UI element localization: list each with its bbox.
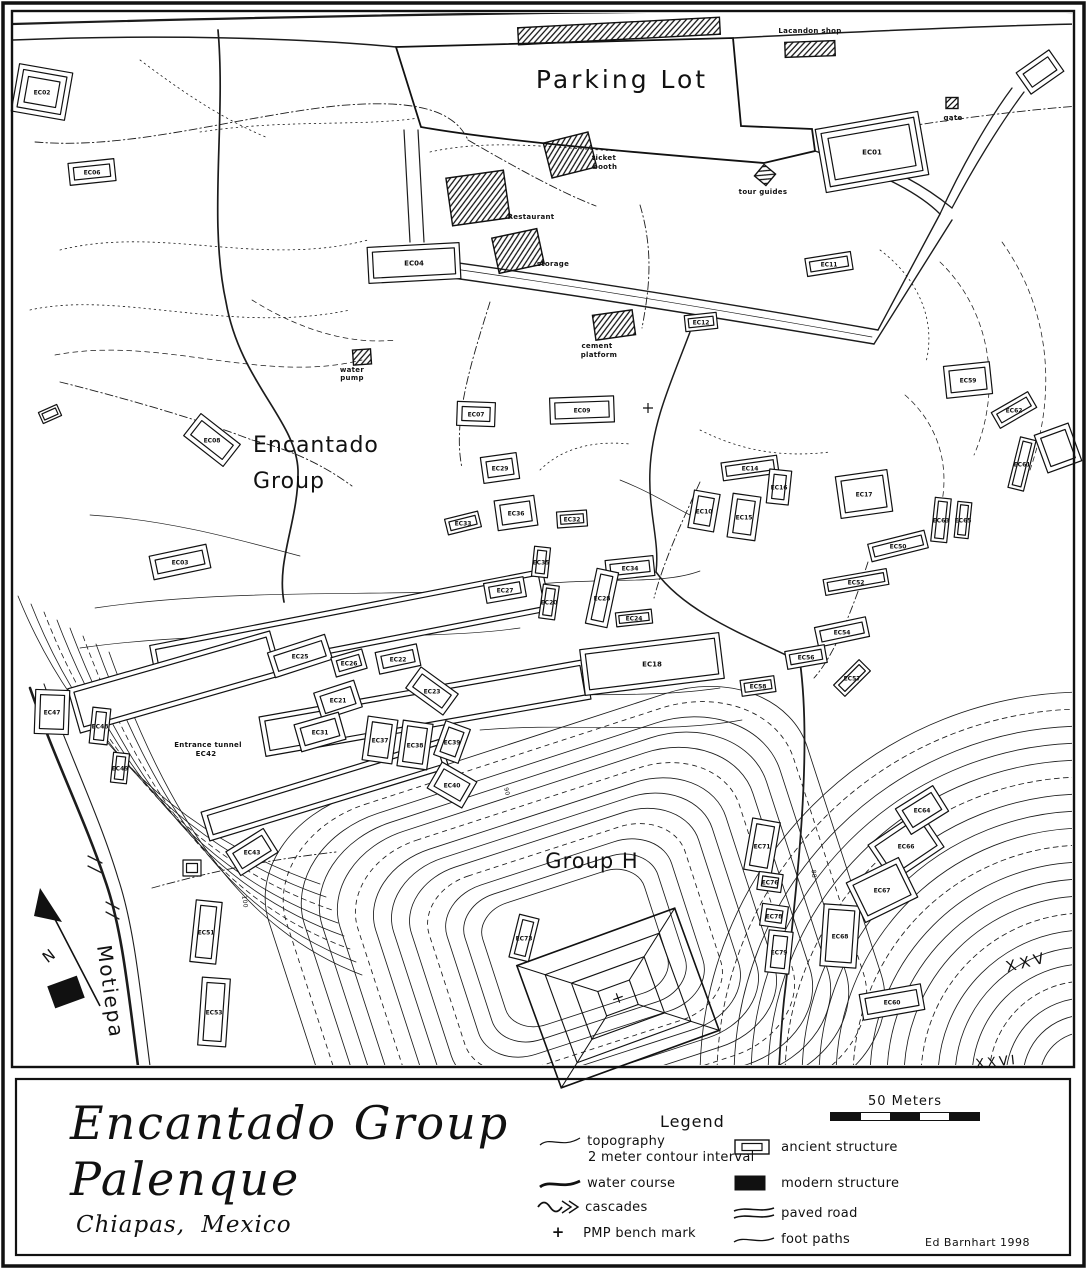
structure-ec68 [820, 904, 860, 968]
structure-ec65 [953, 501, 974, 539]
legend-paved-road-label: paved road [781, 1206, 858, 1221]
modern-structure-solid [48, 977, 84, 1008]
cascades-icon [536, 1197, 580, 1217]
structure-ec29 [480, 453, 519, 484]
structure-label-ec71: EC71 [753, 843, 771, 851]
elevation-label-88: 88 [809, 869, 818, 879]
structure-ec02 [11, 64, 73, 121]
structure-ec10 [688, 490, 720, 532]
facility-label-platform: platform [580, 351, 618, 359]
structure-label-ec03: EC03 [171, 559, 189, 567]
facility-label-pump: pump [340, 374, 364, 382]
facility-label-gate: gate [943, 114, 963, 122]
structure-label-ec61: EC61 [1013, 461, 1031, 469]
structure-label-ec10: EC10 [695, 508, 713, 516]
structure-label-ec48: EC48 [91, 723, 109, 731]
facility-label-ec42: EC42 [195, 750, 217, 758]
map-label-xxv: XXV [1003, 948, 1050, 977]
map-title-line2: Palenque [70, 1152, 301, 1206]
modern-structure-hatched [785, 41, 835, 58]
structure-label-ec53: EC53 [205, 1009, 223, 1017]
legend-item-bench-mark [538, 1222, 696, 1241]
structure-label-ec76: EC76 [761, 879, 779, 887]
structure-ec62 [991, 392, 1036, 429]
legend-foot-paths-label: foot paths [781, 1232, 851, 1247]
frames-layer [3, 3, 1084, 1266]
structure-label-ec40: EC40 [443, 782, 461, 790]
facility-label-tour-guides: tour guides [738, 188, 788, 196]
structure-platform [183, 860, 201, 876]
legend-heading: Legend [660, 1112, 725, 1131]
structure-ec35 [531, 546, 552, 578]
structure-platform [1016, 50, 1064, 94]
scale-segment [919, 1113, 950, 1120]
structure-label-ec21: EC21 [329, 697, 347, 705]
map-label-parking-lot: Parking Lot [535, 65, 709, 94]
structure-ec09 [550, 396, 615, 424]
structure-label-ec17: EC17 [855, 491, 873, 499]
map-label-group-h: Group H [545, 849, 639, 873]
structure-label-ec32: EC32 [563, 516, 581, 524]
structure-label-ec27: EC27 [496, 587, 514, 595]
structure-ec04 [367, 243, 461, 284]
structure-label-ec07: EC07 [467, 411, 485, 419]
structure-label-ec12: EC12 [692, 319, 710, 327]
structure-label-ec59: EC59 [959, 377, 977, 385]
map-subtitle: Chiapas, Mexico [76, 1212, 292, 1238]
structure-ec39 [434, 721, 471, 764]
structure-ec03 [149, 544, 211, 580]
structure-label-ec01: EC01 [862, 148, 882, 157]
legend-item-water-course [538, 1172, 675, 1192]
foot-paths-icon [732, 1231, 776, 1247]
structure-label-ec25: EC25 [291, 653, 309, 661]
structure-label-ec20: EC20 [540, 599, 558, 607]
structure-label-ec08: EC08 [203, 437, 221, 445]
elevation-label-90: 90 [502, 786, 511, 797]
legend-ancient-structure-label: ancient structure [781, 1140, 898, 1155]
parking-lot-outline [396, 38, 815, 163]
structure-ec54 [814, 617, 869, 647]
structure-ec15 [727, 493, 761, 540]
structure-label-ec56: EC56 [797, 654, 815, 662]
scale-segment [891, 1113, 920, 1120]
structure-ec18 [580, 633, 725, 696]
legend-modern-structure-label: modern structure [781, 1176, 900, 1191]
structure-ec24 [615, 609, 652, 627]
structure-ec59 [943, 362, 992, 399]
structure-label-ec67: EC67 [873, 887, 891, 895]
structure-ec17 [835, 470, 892, 519]
foot-path [35, 104, 468, 144]
structure-label-ec50: EC50 [889, 543, 907, 551]
foot-path [459, 302, 490, 468]
structure-label-ec51: EC51 [197, 929, 215, 937]
legend-bench-mark-label: PMP bench mark [583, 1226, 696, 1241]
structure-ec57 [834, 660, 872, 698]
structure-ec63 [930, 497, 952, 543]
bench-mark-icon: + [551, 1223, 565, 1241]
structure-ec56 [785, 645, 828, 670]
elevation-label-100: 100 [240, 895, 249, 909]
structure-ec06 [68, 159, 116, 186]
structure-label-ec22: EC22 [389, 656, 407, 664]
water-course-layer [30, 30, 805, 1066]
structure-label-ec33: EC33 [454, 520, 472, 528]
structure-label-ec79: EC79 [770, 949, 788, 957]
facility-label-water: water [339, 366, 365, 374]
structure-ec28 [585, 568, 618, 627]
structure-label-ec62: EC62 [1005, 407, 1023, 415]
structure-label-ec65: EC65 [954, 517, 972, 525]
structure-label-ec52: EC52 [847, 579, 865, 587]
structure-platform [38, 404, 61, 423]
structure-ec33 [445, 511, 482, 535]
group-h-temple-pyramid [517, 908, 719, 1088]
structure-label-ec04: EC04 [404, 259, 424, 268]
facility-label-ticket: ticket [591, 154, 617, 162]
structure-label-ec11: EC11 [820, 261, 838, 269]
structure-label-ec36: EC36 [507, 510, 525, 518]
structure-ec32 [556, 510, 587, 528]
credit: Ed Barnhart 1998 [925, 1236, 1031, 1249]
paved-road-icon [732, 1204, 776, 1222]
legend-topography-sublabel: 2 meter contour interval [588, 1150, 755, 1165]
legend-item-foot-paths [732, 1228, 850, 1247]
structure-ec16 [766, 469, 791, 505]
structure-ec49 [110, 752, 131, 784]
map-label-encantado: Encantado [253, 433, 379, 458]
foot-path [640, 205, 649, 328]
structure-label-ec02: EC02 [33, 89, 51, 97]
map-label-n: N [38, 945, 60, 967]
legend-item-paved-road [732, 1202, 858, 1222]
structure-label-ec60: EC60 [883, 999, 901, 1007]
structure-label-ec16: EC16 [770, 484, 788, 492]
structure-label-ec49: EC49 [111, 765, 129, 773]
structure-label-ec58: EC58 [749, 683, 767, 691]
facility-label-booth: booth [592, 163, 618, 171]
structure-label-ec78: EC78 [765, 913, 783, 921]
water-course-icon [538, 1174, 582, 1192]
structure-ec11 [805, 252, 853, 277]
scale-segment [860, 1113, 891, 1120]
structures-layer [11, 17, 1082, 1088]
structure-ec37 [362, 716, 398, 764]
structure-ec73 [509, 914, 539, 962]
modern-structure-hatched [352, 349, 371, 365]
structure-ec50 [868, 530, 929, 561]
topography-icon [538, 1132, 582, 1150]
structure-ec76 [757, 871, 783, 892]
legend-item-cascades [536, 1196, 648, 1217]
structure-label-ec54: EC54 [833, 629, 851, 637]
structure-label-ec64: EC64 [913, 807, 931, 815]
legend-item-ancient-structure [732, 1136, 898, 1157]
legend-item-modern-structure [732, 1172, 899, 1193]
structure-label-ec68: EC68 [831, 933, 849, 941]
modern-structure-hatched [446, 170, 510, 226]
facility-label-entrance-tunnel: Entrance tunnel [174, 741, 242, 749]
structure-ec12 [684, 312, 717, 331]
modern-structure-hatched [592, 310, 635, 340]
facility-label-lacandon-shop: Lacandon shop [778, 27, 842, 35]
facility-label-restaurant: Restaurant [507, 213, 555, 221]
map-label-motiepa: Motiepa [92, 943, 129, 1040]
legend-water-course-label: water course [587, 1176, 676, 1191]
structure-ec61 [1007, 437, 1037, 492]
structure-label-ec09: EC09 [573, 407, 591, 415]
structure-label-ec73: EC73 [515, 935, 533, 943]
structure-label-ec23: EC23 [423, 688, 441, 696]
scale-segment [950, 1113, 979, 1120]
scale-segment [831, 1113, 860, 1120]
ancient-structure-icon [732, 1137, 776, 1157]
structure-label-ec26: EC26 [340, 660, 358, 668]
structure-label-ec15: EC15 [735, 514, 753, 522]
structure-ec71 [744, 818, 781, 874]
structure-ec48 [89, 707, 111, 745]
structure-label-ec34: EC34 [621, 565, 639, 573]
structure-label-ec28: EC28 [593, 595, 611, 603]
pmp-bench-mark [643, 403, 653, 413]
structure-ec53 [198, 977, 231, 1047]
scale-label: 50 Meters [867, 1094, 943, 1109]
structure-ec22 [375, 644, 421, 674]
structure-label-ec31: EC31 [311, 729, 329, 737]
map-label-xxvi: XXVI [974, 1052, 1019, 1073]
scale-bar [830, 1112, 980, 1121]
structure-ec78 [760, 903, 789, 928]
map-title-line1: Encantado Group [70, 1096, 510, 1150]
legend-topography-label: topography [587, 1134, 666, 1149]
modern-structure-icon [732, 1173, 776, 1193]
structure-label-ec14: EC14 [741, 465, 759, 473]
structure-ec52 [823, 569, 889, 596]
structure-label-ec24: EC24 [625, 615, 643, 623]
structure-ec26 [331, 649, 367, 677]
structure-ec07 [457, 401, 496, 426]
structure-label-ec37: EC37 [371, 737, 389, 745]
structure-label-ec38: EC38 [406, 742, 424, 750]
structure-label-ec57: EC57 [843, 675, 861, 683]
structure-ec58 [740, 676, 776, 697]
facility-label-cement: cement [581, 342, 613, 350]
structure-ec47 [34, 689, 70, 734]
structure-ec38 [397, 720, 433, 770]
facility-label-storage: storage [536, 260, 570, 268]
structure-ec79 [765, 930, 793, 974]
structure-label-ec35: EC35 [532, 559, 550, 567]
structure-label-ec06: EC06 [83, 169, 101, 177]
structure-ec08 [184, 414, 241, 467]
structure-label-ec29: EC29 [491, 465, 509, 473]
structure-label-ec43: EC43 [243, 849, 261, 857]
structure-ec51 [190, 900, 222, 964]
modern-structure-hatched [754, 164, 775, 185]
legend-cascades-label: cascades [585, 1200, 648, 1215]
modern-structure-hatched [946, 98, 958, 109]
structure-ec36 [494, 495, 538, 530]
structure-label-ec18: EC18 [642, 660, 662, 669]
structure-label-ec63: EC63 [932, 517, 950, 525]
legend-item-topography [538, 1130, 665, 1150]
map-label-group: Group [253, 469, 325, 494]
structure-label-ec66: EC66 [897, 843, 915, 851]
structure-label-ec47: EC47 [43, 709, 61, 717]
structure-label-ec39: EC39 [443, 739, 461, 747]
